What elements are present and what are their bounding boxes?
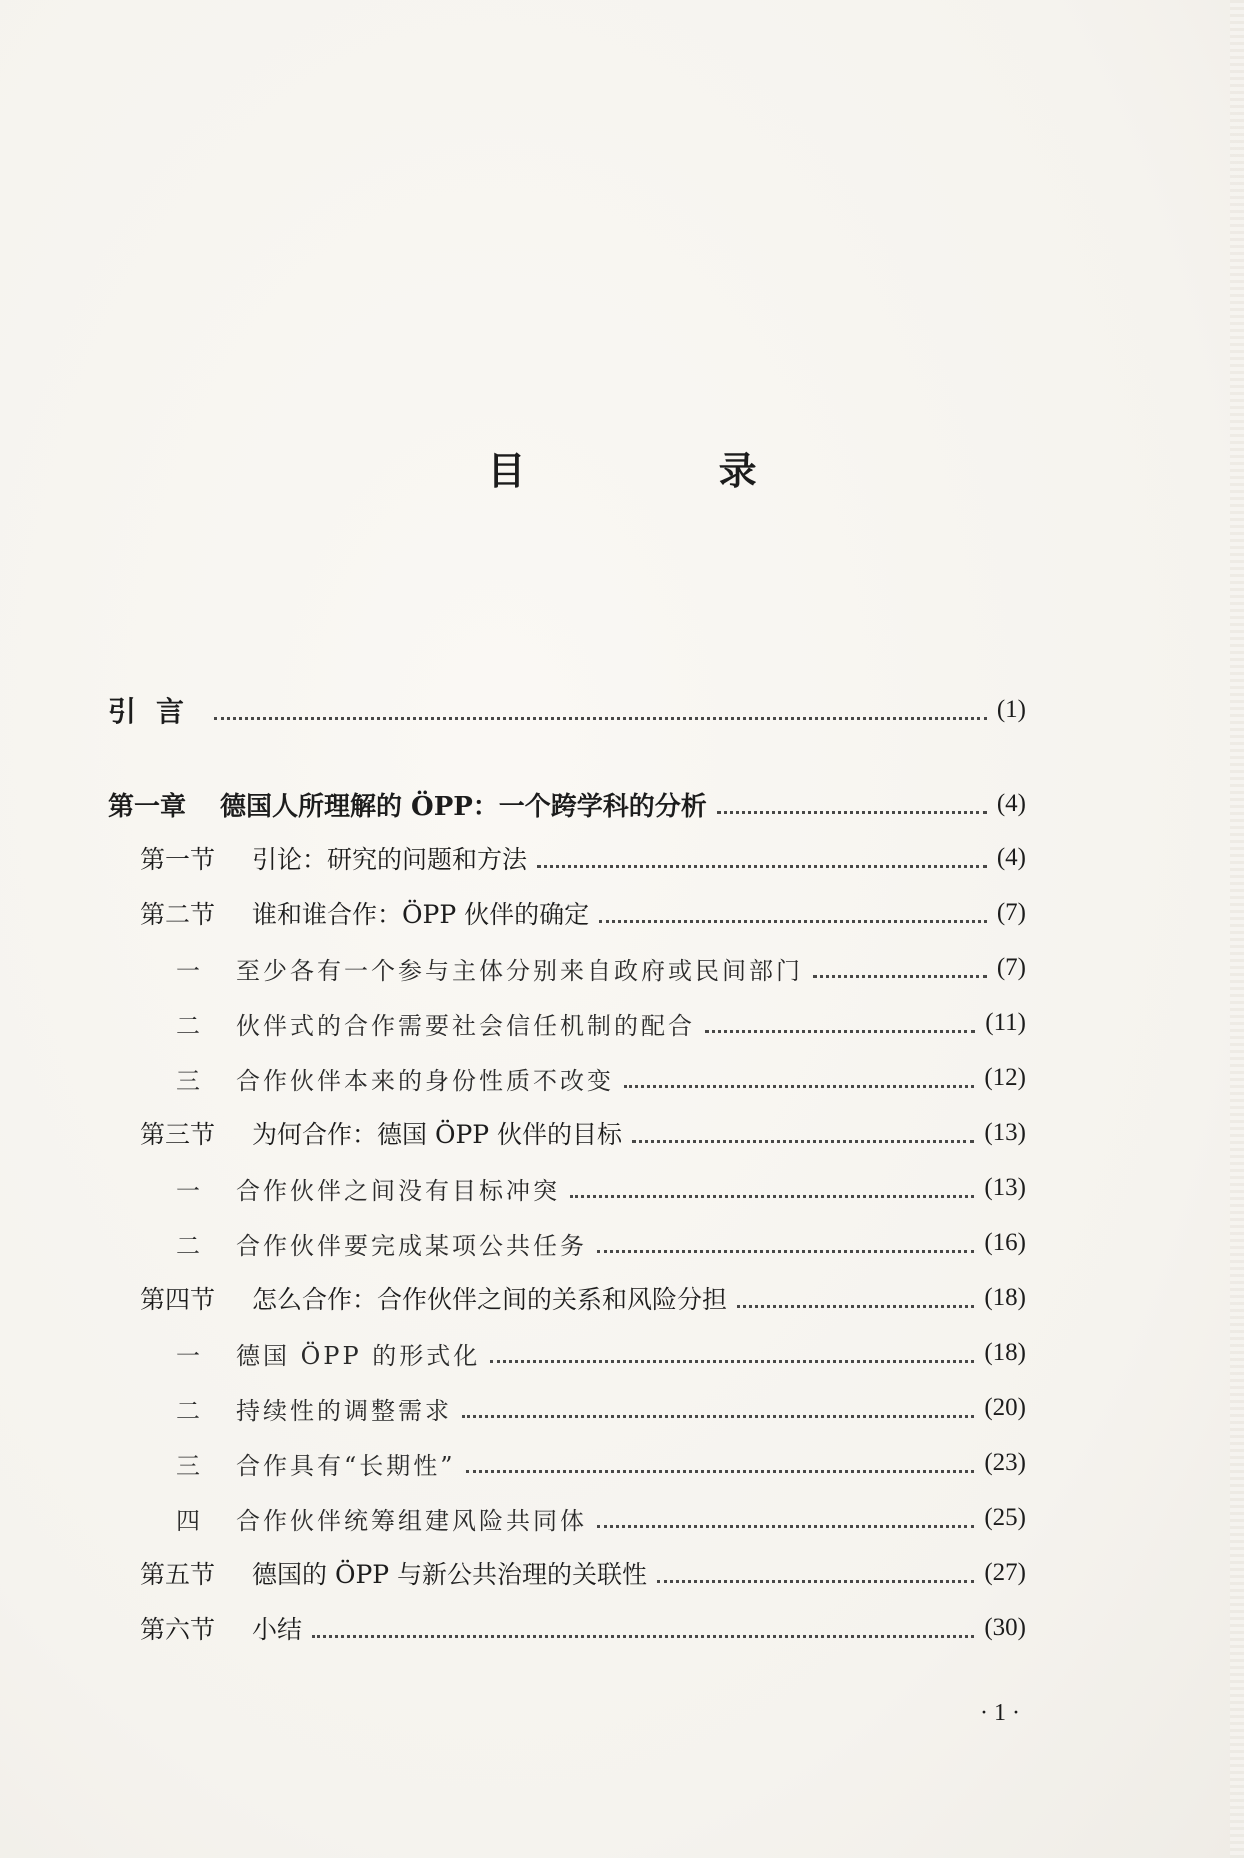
toc-entry-subsection[interactable] <box>176 1058 1026 1098</box>
toc-page-number: (7) <box>996 954 1026 981</box>
toc-entry-title <box>176 1501 587 1536</box>
toc-entry-title <box>140 840 527 876</box>
toc-entry-title <box>108 786 707 823</box>
toc-entry-section[interactable] <box>140 893 1026 933</box>
toc-entry-text: 合作伙伴要完成某项公共任务 <box>236 1231 587 1260</box>
toc-entry-section[interactable] <box>140 1113 1026 1153</box>
dot-leader <box>813 971 987 978</box>
toc-entry-number: 一 <box>176 956 203 985</box>
toc-page-number: (25) <box>984 1504 1026 1531</box>
toc-entry-text: 德国人所理解的 ÖPP：一个跨学科的分析 <box>220 791 707 822</box>
dot-leader <box>214 713 987 720</box>
toc-entry-text: 合作伙伴本来的身份性质不改变 <box>236 1066 614 1095</box>
toc-entry-title <box>140 895 589 931</box>
toc-entry-title <box>140 1115 622 1151</box>
toc-entry-subsection[interactable] <box>176 1333 1026 1373</box>
toc-entry-number: 四 <box>176 1506 203 1535</box>
toc-entry-title <box>176 1006 695 1041</box>
toc-page-number: (12) <box>984 1064 1026 1091</box>
toc-entry-text: 为何合作：德国 ÖPP 伙伴的目标 <box>252 1120 623 1149</box>
toc-entry-subsection[interactable] <box>176 1223 1026 1263</box>
dot-leader <box>657 1576 974 1583</box>
toc-page-number: (13) <box>984 1174 1026 1201</box>
toc-page-number: (20) <box>984 1394 1026 1421</box>
toc-entry-text: 德国 ÖPP 的形式化 <box>236 1341 481 1370</box>
toc-entry-number: 一 <box>176 1176 203 1205</box>
dot-leader <box>717 807 987 814</box>
toc-entry-title <box>176 1061 614 1096</box>
toc-entry-intro[interactable] <box>108 690 1026 730</box>
dot-leader <box>632 1136 974 1143</box>
toc-entry-subsection[interactable] <box>176 1388 1026 1428</box>
toc-entry-section[interactable] <box>140 1278 1026 1318</box>
toc-entry-number: 第二节 <box>140 900 216 929</box>
dot-leader <box>462 1411 974 1418</box>
toc-page-number: (30) <box>984 1614 1026 1641</box>
toc-entry-number: 第四节 <box>140 1285 216 1314</box>
toc-entry-title <box>176 1226 587 1261</box>
toc-entry-text: 合作伙伴统筹组建风险共同体 <box>236 1506 587 1535</box>
toc-page-number: (11) <box>985 1009 1026 1036</box>
toc-page-number: (7) <box>996 899 1026 926</box>
toc-entry-subsection[interactable] <box>176 1168 1026 1208</box>
toc-entry-text: 小结 <box>252 1615 303 1644</box>
toc-entry-number: 第六节 <box>140 1615 216 1644</box>
toc-entry-chapter-1[interactable] <box>108 784 1026 824</box>
page-title: 目 录 <box>487 448 847 493</box>
toc-entry-number: 三 <box>176 1451 203 1480</box>
page-edge <box>1230 0 1244 1858</box>
toc-entry-number: 二 <box>176 1396 203 1425</box>
toc-entry-number: 二 <box>176 1011 203 1040</box>
dot-leader <box>597 1521 974 1528</box>
dot-leader <box>737 1301 974 1308</box>
toc-entry-title <box>176 951 803 986</box>
dot-leader <box>570 1191 974 1198</box>
dot-leader <box>705 1026 975 1033</box>
toc-entry-title <box>140 1555 647 1591</box>
toc-page-number: (27) <box>984 1559 1026 1586</box>
toc-entry-section[interactable] <box>140 838 1026 878</box>
toc-page-number: (13) <box>984 1119 1026 1146</box>
toc-entry-subsection[interactable] <box>176 1498 1026 1538</box>
toc-entry-text: 伙伴式的合作需要社会信任机制的配合 <box>236 1011 695 1040</box>
dot-leader <box>490 1356 974 1363</box>
toc-entry-section[interactable] <box>140 1553 1026 1593</box>
toc-entry-text: 谁和谁合作：ÖPP 伙伴的确定 <box>252 900 590 929</box>
toc-entry-text: 至少各有一个参与主体分别来自政府或民间部门 <box>236 956 803 985</box>
toc-entry-number: 一 <box>176 1341 203 1370</box>
toc-page-number: (4) <box>996 844 1026 871</box>
toc-entry-title <box>140 1280 727 1316</box>
toc-entry-title <box>140 1610 302 1646</box>
toc-page-number: (4) <box>996 790 1026 817</box>
toc-page-number: (23) <box>984 1449 1026 1476</box>
toc-entry-text: 德国的 ÖPP 与新公共治理的关联性 <box>252 1560 648 1589</box>
toc-entry-title <box>176 1336 480 1371</box>
toc-entry-number: 二 <box>176 1231 203 1260</box>
toc-entry-subsection[interactable] <box>176 1443 1026 1483</box>
toc-entry-subsection[interactable] <box>176 1003 1026 1043</box>
dot-leader <box>466 1466 975 1473</box>
toc-entry-number: 第一章 <box>108 791 187 822</box>
page-number-footer: · 1 · <box>980 1700 1020 1726</box>
toc-entry-text: 合作伙伴之间没有目标冲突 <box>236 1176 560 1205</box>
dot-leader <box>599 916 987 923</box>
toc-entry-number: 第一节 <box>140 845 216 874</box>
toc-entry-number: 第五节 <box>140 1560 216 1589</box>
toc-page-number: (1) <box>996 696 1026 723</box>
dot-leader <box>312 1631 974 1638</box>
toc-entry-text: 持续性的调整需求 <box>236 1396 452 1425</box>
dot-leader <box>537 861 987 868</box>
dot-leader <box>597 1246 974 1253</box>
toc-entry-number: 第三节 <box>140 1120 216 1149</box>
toc-entry-title <box>176 1446 456 1481</box>
toc-entry-text: 合作具有“长期性” <box>236 1451 456 1480</box>
toc-entry-subsection[interactable] <box>176 948 1026 988</box>
toc-page-number: (16) <box>984 1229 1026 1256</box>
toc-entry-title: 引言 <box>108 695 205 728</box>
toc-entry-title <box>176 1391 452 1426</box>
toc-page-number: (18) <box>984 1339 1026 1366</box>
dot-leader <box>624 1081 974 1088</box>
toc-entry-text: 怎么合作：合作伙伴之间的关系和风险分担 <box>252 1285 728 1314</box>
toc-entry-text: 引论：研究的问题和方法 <box>252 845 528 874</box>
toc-entry-number: 三 <box>176 1066 203 1095</box>
toc-entry-section[interactable] <box>140 1608 1026 1648</box>
toc-entry-title <box>176 1171 560 1206</box>
toc-page-number: (18) <box>984 1284 1026 1311</box>
